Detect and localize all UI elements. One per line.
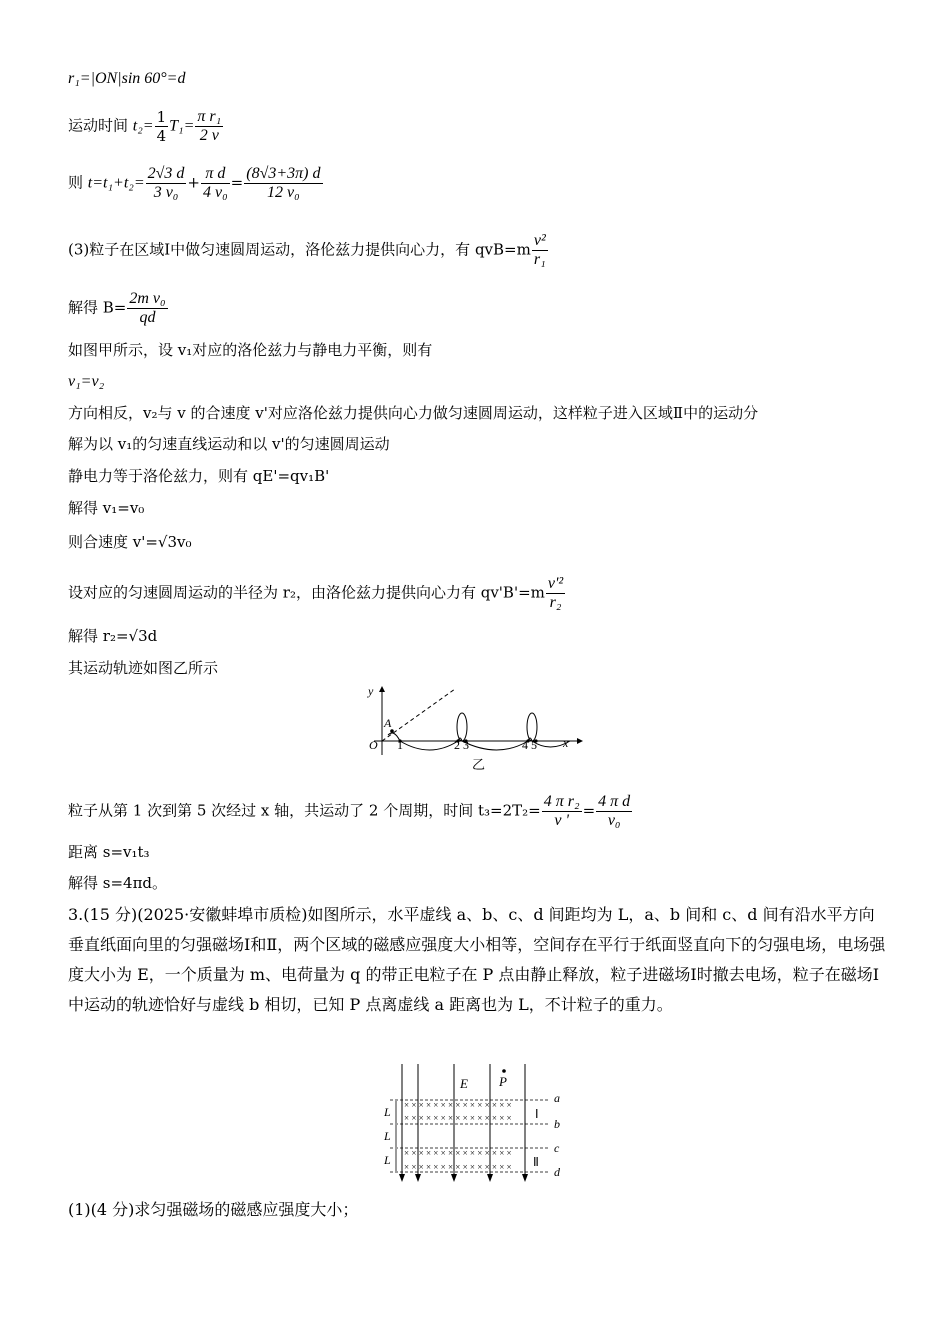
label-L-3: L — [384, 1153, 391, 1167]
frac-quarter-num: 1 — [156, 108, 167, 126]
line-solve-r2: 解得 r₂=√3d — [68, 627, 158, 645]
line-v1v2: v₁=v₂ — [68, 373, 105, 390]
frac-B — [127, 290, 167, 327]
label-A: A — [384, 716, 392, 730]
frac-pi-r1-den: 2 v — [199, 127, 219, 144]
line-balance: 静电力等于洛伦兹力，则有 qE'=qv₁B' — [68, 467, 330, 485]
label-L-1: L — [384, 1105, 391, 1119]
frac-c — [244, 165, 322, 202]
line-solve-B — [68, 290, 169, 327]
frac-quarter-den: 4 — [156, 127, 167, 145]
line-r2 — [68, 575, 566, 612]
label-origin: O — [369, 738, 378, 752]
label-1: 1 — [397, 738, 403, 752]
line-vprime: 则合速度 v'=√3v₀ — [68, 533, 192, 551]
question-3-text: 3.(15 分)(2025·安徽蚌埠市质检)如图所示，水平虚线 a、b、c、d 间距均为 L，a、b 间和 c、d 间有沿水平方向垂直纸面向里的匀强磁场Ⅰ和Ⅱ，两个区域的磁感应强度大小相等，空间存在平行于纸面竖直向下的匀强电场，电场强度大小为 E，一个质量为 m、电荷量为 q 的带正电粒子在 P 点由静止释放，粒子进磁场Ⅰ时撤去电场，粒子在磁场Ⅰ中运动的轨迹恰好与虚线 b 相切，已知 P 点离虚线 a 距离也为 L，不计粒子的重力。 — [68, 905, 886, 1014]
label-motion-time: 运动时间 — [68, 116, 133, 135]
eq-t2-lhs: t₂= — [132, 117, 154, 135]
figure-yi — [360, 683, 590, 775]
question-3-sub1: (1)(4 分)求匀强磁场的磁感应强度大小； — [68, 1200, 359, 1219]
arrow-3 — [451, 1174, 457, 1182]
solve-B-label: 解得 B= — [68, 298, 127, 317]
frac-v2-r1 — [532, 232, 548, 269]
frac-t3b-den: v₀ — [607, 812, 621, 829]
frac-c-num: (8√3+3π) d — [246, 165, 321, 182]
caption-yi: 乙 — [472, 757, 486, 772]
label-23: 2 3 — [454, 738, 469, 752]
loop-2 — [527, 713, 537, 741]
label-E: E — [460, 1076, 468, 1091]
cross-row-1: × × × × × × × × × × × × × × × — [404, 1100, 512, 1110]
equals-sign: = — [230, 173, 244, 192]
frac-t3b — [596, 793, 632, 830]
line-solve-v1: 解得 v₁=v₀ — [68, 499, 145, 517]
label-a: a — [554, 1091, 560, 1105]
frac-B-num: 2m v₀ — [129, 290, 166, 307]
cross-row-3: × × × × × × × × × × × × × × × — [404, 1148, 512, 1158]
line-t-total — [68, 165, 324, 202]
label-x: x — [563, 736, 569, 750]
frac-v2-den: r₁ — [533, 251, 546, 268]
frac-vp2-num: v'² — [547, 575, 564, 592]
label-d: d — [554, 1165, 560, 1179]
frac-t3a-den: v ' — [554, 812, 569, 829]
arrow-5 — [522, 1174, 528, 1182]
frac-pi-r1-num: π r₁ — [197, 108, 222, 125]
line-fig-a: 如图甲所示，设 v₁对应的洛伦兹力与静电力平衡，则有 — [68, 341, 433, 359]
eq-r1: r₁=|ON|sin 60°=d — [68, 70, 186, 87]
figure-fields — [380, 1062, 580, 1184]
plus-sign: + — [187, 173, 200, 192]
part3-text: (3)粒子在区域Ⅰ中做匀速圆周运动，洛伦兹力提供向心力，有 qvB=m — [68, 240, 531, 259]
line-decomposition: 解为以 v₁的匀速直线运动和以 v'的匀速圆周运动 — [68, 435, 390, 453]
line-part3 — [68, 232, 549, 269]
label-region-I: Ⅰ — [535, 1107, 539, 1121]
label-region-II: Ⅱ — [533, 1155, 539, 1169]
point-P-dot — [502, 1069, 506, 1073]
frac-a-num: 2√3 d — [147, 165, 185, 182]
frac-t3a — [542, 793, 582, 830]
frac-b-num: π d — [201, 165, 230, 184]
line-distance: 距离 s=v₁t₃ — [68, 843, 150, 861]
frac-a — [146, 165, 187, 202]
frac-pi-r1 — [195, 108, 223, 145]
cross-row-4: × × × × × × × × × × × × × × × — [404, 1162, 512, 1172]
label-c: c — [554, 1141, 560, 1155]
line-trajectory: 其运动轨迹如图乙所示 — [68, 659, 219, 677]
eq-T1: T₁= — [169, 117, 195, 135]
equals-sign-t3: = — [582, 801, 596, 820]
t3-text: 粒子从第 1 次到第 5 次经过 x 轴，共运动了 2 个周期，时间 t₃=2T₂= — [68, 801, 541, 820]
frac-b-den: 4 v₀ — [203, 184, 228, 201]
line-r1 — [68, 68, 185, 89]
r2-text: 设对应的匀速圆周运动的半径为 r₂，由洛伦兹力提供向心力有 qv'B'=m — [68, 583, 545, 602]
frac-quarter — [155, 108, 169, 145]
arrow-1 — [399, 1174, 405, 1182]
frac-vp2-den: r₂ — [549, 594, 562, 611]
frac-t3a-num: 4 π r₂ — [543, 793, 580, 810]
label-then: 则 — [68, 173, 88, 192]
frac-b — [201, 165, 230, 202]
frac-a-den: 3 v₀ — [153, 184, 179, 201]
label-y: y — [368, 684, 374, 698]
frac-B-den: qd — [139, 309, 156, 326]
frac-vp2-r2 — [546, 575, 565, 612]
cross-row-2: × × × × × × × × × × × × × × × — [404, 1113, 512, 1123]
label-P: P — [499, 1074, 507, 1089]
line-t2 — [68, 108, 224, 145]
frac-c-den: 12 v₀ — [267, 184, 300, 201]
eq-t-lhs: t=t₁+t₂= — [87, 174, 145, 192]
label-45: 4 5 — [522, 738, 537, 752]
line-t3 — [68, 793, 633, 830]
arrow-4 — [487, 1174, 493, 1182]
line-direction: 方向相反，v₂与 v 的合速度 v'对应洛伦兹力提供向心力做匀速圆周运动，这样粒子进入区域Ⅱ中的运动分 — [68, 404, 759, 422]
frac-t3b-num: 4 π d — [598, 793, 631, 810]
label-L-2: L — [384, 1129, 391, 1143]
loop-1 — [457, 713, 467, 741]
arrow-2 — [415, 1174, 421, 1182]
line-solve-s: 解得 s=4πd。 — [68, 874, 168, 892]
frac-v2-num: v² — [533, 232, 546, 249]
label-b: b — [554, 1117, 560, 1131]
